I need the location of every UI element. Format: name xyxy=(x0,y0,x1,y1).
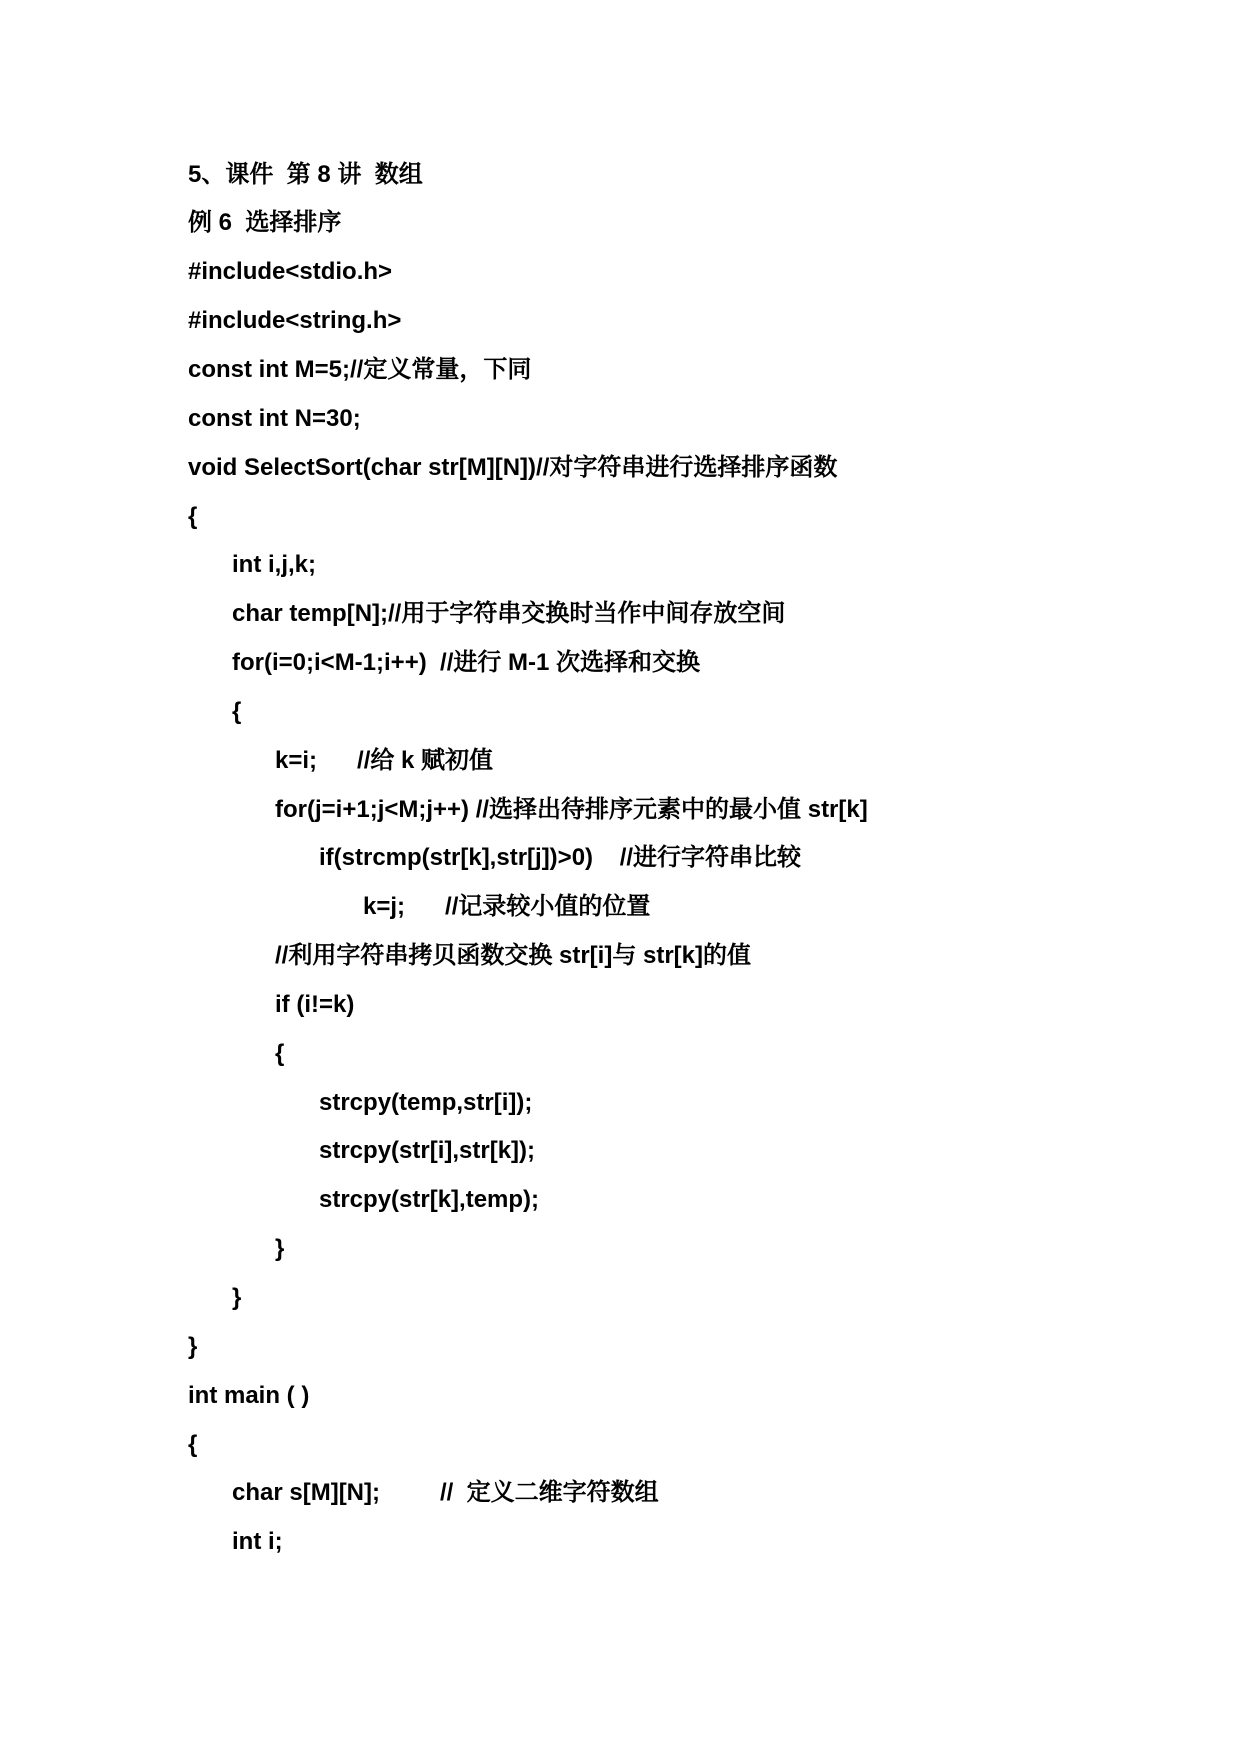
code-line: { xyxy=(232,698,242,725)
code-line: } xyxy=(275,1235,285,1262)
code-line: void SelectSort(char str[M][N])//对字符串进行选择排序函数 xyxy=(188,454,838,481)
code-line: char s[M][N]; // 定义二维字符数组 xyxy=(232,1479,659,1506)
code-line: { xyxy=(188,1431,198,1458)
code-line: int i; xyxy=(232,1528,283,1555)
code-line: char temp[N];//用于字符串交换时当作中间存放空间 xyxy=(232,600,786,627)
code-line: if(strcmp(str[k],str[j])>0) //进行字符串比较 xyxy=(319,844,802,871)
code-line: for(i=0;i<M-1;i++) //进行 M-1 次选择和交换 xyxy=(232,649,701,676)
code-line: if (i!=k) xyxy=(275,991,355,1018)
code-line: for(j=i+1;j<M;j++) //选择出待排序元素中的最小值 str[k] xyxy=(275,796,868,823)
code-line: strcpy(str[k],temp); xyxy=(319,1186,540,1213)
example-title: 例 6 选择排序 xyxy=(188,209,342,236)
code-line: #include<stdio.h> xyxy=(188,258,393,285)
code-line: strcpy(str[i],str[k]); xyxy=(319,1137,536,1164)
code-line: k=i; //给 k 赋初值 xyxy=(275,747,494,774)
code-line: const int N=30; xyxy=(188,405,361,432)
code-line: } xyxy=(188,1333,198,1360)
code-line: k=j; //记录较小值的位置 xyxy=(363,893,651,920)
code-line: const int M=5;//定义常量，下同 xyxy=(188,356,532,383)
code-line: int i,j,k; xyxy=(232,551,316,578)
section-heading: 5、课件 第 8 讲 数组 xyxy=(188,161,423,188)
code-line: strcpy(temp,str[i]); xyxy=(319,1089,533,1116)
code-line: { xyxy=(275,1040,285,1067)
code-line: } xyxy=(232,1284,242,1311)
code-line: { xyxy=(188,503,198,530)
code-line: int main ( ) xyxy=(188,1382,310,1409)
code-line: #include<string.h> xyxy=(188,307,402,334)
code-line: //利用字符串拷贝函数交换 str[i]与 str[k]的值 xyxy=(275,942,752,969)
